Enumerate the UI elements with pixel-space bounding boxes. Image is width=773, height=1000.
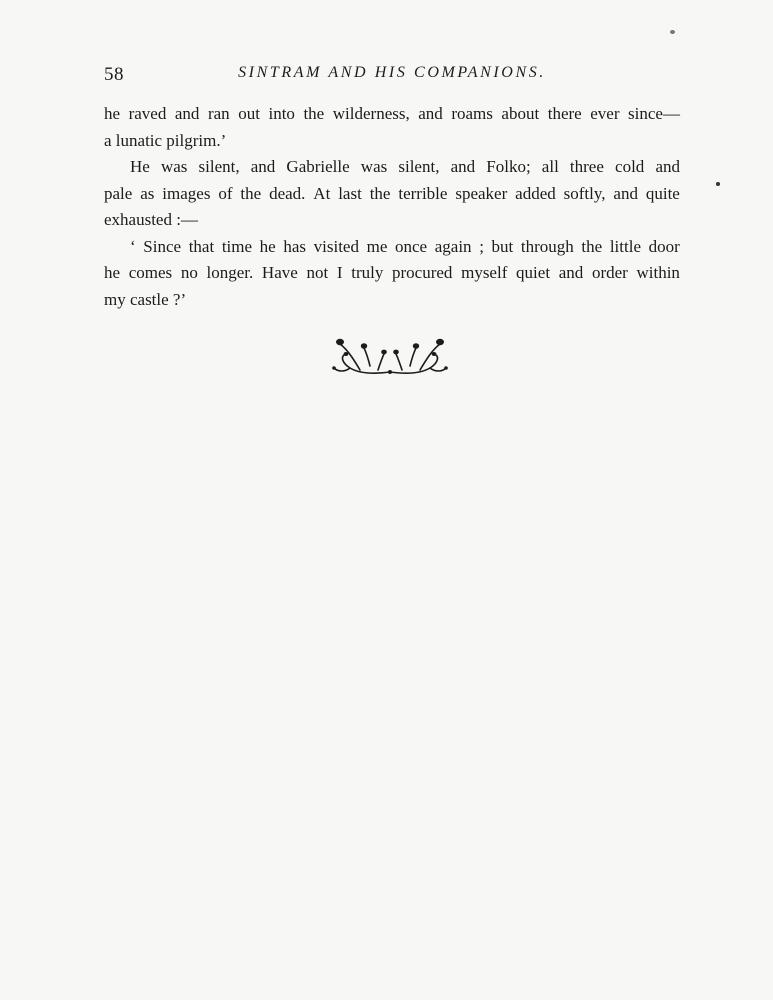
word: he <box>104 263 121 282</box>
word: Folko; <box>486 157 531 176</box>
word: he <box>259 236 276 256</box>
word: as <box>140 183 155 203</box>
running-title: SINTRAM AND HIS COMPANIONS. <box>238 64 546 81</box>
word: was <box>160 157 188 176</box>
word: all <box>541 157 559 176</box>
floral-ornament <box>320 330 460 380</box>
page-header <box>104 64 680 88</box>
text-line <box>104 181 680 208</box>
word: the <box>581 236 603 256</box>
word: last <box>338 183 362 203</box>
text-line <box>104 101 680 128</box>
word: added <box>515 183 556 203</box>
word: Have <box>261 263 298 282</box>
word: out <box>238 104 260 123</box>
word: visited <box>313 236 359 256</box>
word: ran <box>207 104 230 123</box>
word: roams <box>451 104 493 123</box>
text-line <box>104 154 680 181</box>
word: speaker <box>455 183 508 203</box>
word: there <box>547 104 582 123</box>
word: silent, <box>198 157 240 176</box>
text-line <box>104 287 680 314</box>
word: I <box>336 263 343 282</box>
word: and <box>174 104 200 123</box>
word: comes <box>128 263 173 282</box>
word: little <box>609 236 641 256</box>
word: Since <box>143 236 182 256</box>
word: three <box>569 157 604 176</box>
word: dead. <box>269 183 306 203</box>
text-line <box>104 234 680 261</box>
word: myself <box>461 263 508 282</box>
word: ‘ <box>130 236 136 256</box>
word: He <box>130 157 150 176</box>
word: not <box>306 263 329 282</box>
text-line <box>104 260 680 287</box>
word: Gabrielle <box>286 157 350 176</box>
word: cold <box>615 157 645 176</box>
word: wilderness, <box>332 104 410 123</box>
word: images <box>162 183 211 203</box>
word: within <box>636 263 680 282</box>
word: has <box>283 236 307 256</box>
word: into <box>268 104 295 123</box>
word: but <box>491 236 514 256</box>
word: through <box>520 236 574 256</box>
word: At <box>313 183 331 203</box>
word: silent, <box>398 157 440 176</box>
body-text <box>104 101 680 313</box>
word: of <box>218 183 233 203</box>
word: was <box>360 157 388 176</box>
word: that <box>188 236 215 256</box>
word: and <box>450 157 476 176</box>
word: and <box>613 183 638 203</box>
word: softly, <box>563 183 606 203</box>
word: terrible <box>398 183 448 203</box>
word: the <box>303 104 325 123</box>
word: procured <box>392 263 453 282</box>
word: again <box>434 236 472 256</box>
word: pale <box>104 183 133 203</box>
word: my castle ?’ <box>104 289 187 309</box>
word: and <box>250 157 276 176</box>
word: quite <box>645 183 680 203</box>
word: about <box>501 104 540 123</box>
word: he <box>104 104 121 123</box>
word: order <box>591 263 628 282</box>
word: and <box>655 157 680 176</box>
word: no <box>180 263 198 282</box>
word: raved <box>128 104 167 123</box>
ink-speck <box>670 30 675 34</box>
word: since— <box>628 104 680 123</box>
word: truly <box>351 263 384 282</box>
page-number: 58 <box>104 64 124 85</box>
word: ; <box>479 236 484 256</box>
word: door <box>648 236 680 256</box>
word: exhausted :— <box>104 210 198 229</box>
word: longer. <box>206 263 254 282</box>
word: once <box>395 236 428 256</box>
word: me <box>366 236 388 256</box>
word: quiet <box>516 263 551 282</box>
text-line <box>104 128 680 155</box>
word: the <box>240 183 262 203</box>
text-line <box>104 207 680 234</box>
word: ever <box>590 104 620 123</box>
word: time <box>221 236 253 256</box>
word: a lunatic pilgrim.’ <box>104 130 227 150</box>
word: and <box>418 104 443 123</box>
word: and <box>558 263 584 282</box>
word: the <box>369 183 391 203</box>
ink-speck <box>716 182 720 186</box>
